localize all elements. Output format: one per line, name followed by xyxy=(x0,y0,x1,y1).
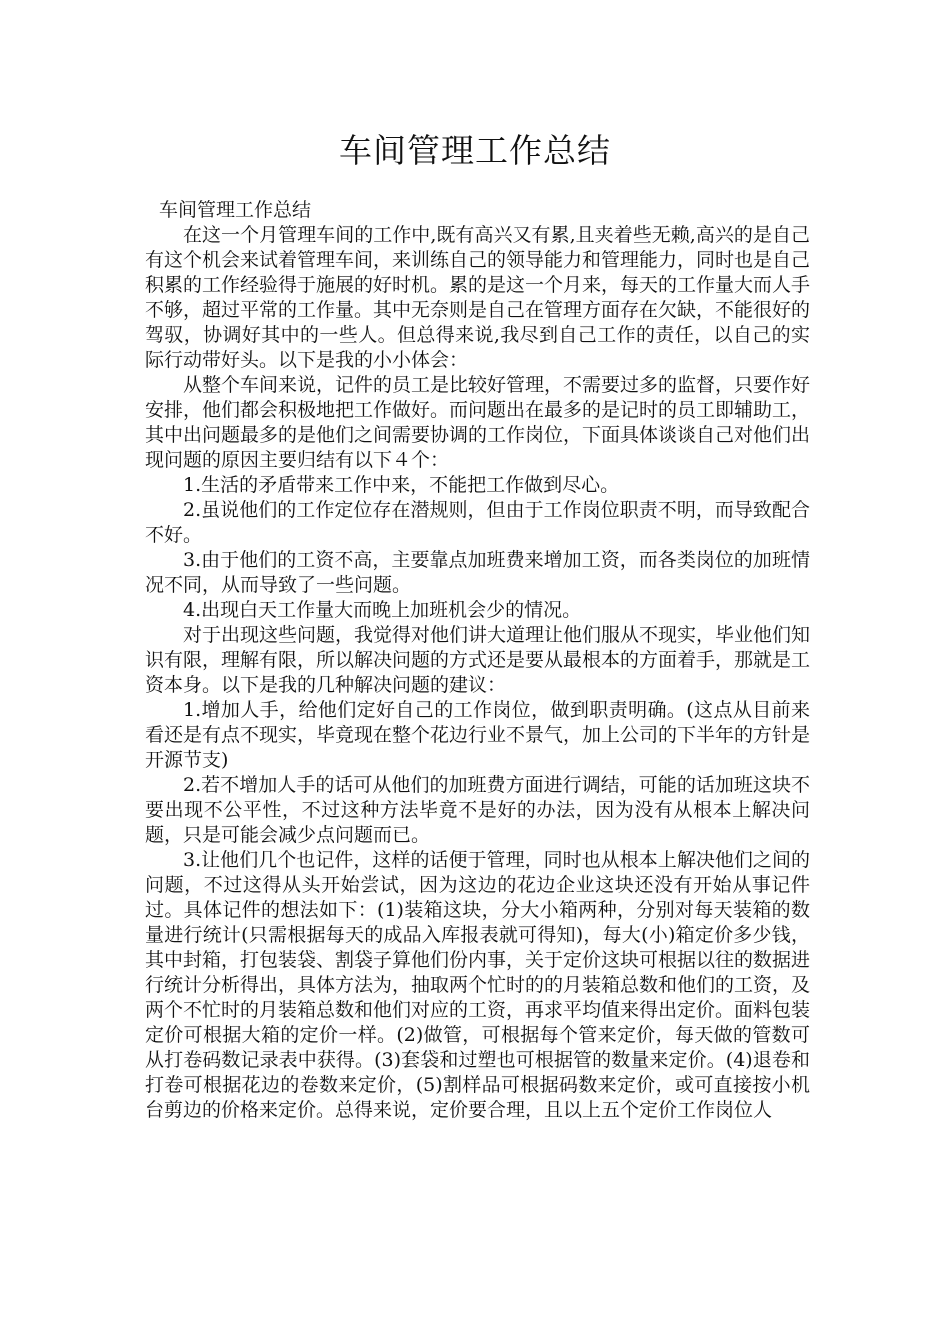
paragraph-suggestions-intro: 对于出现这些问题，我觉得对他们讲大道理让他们服从不现实，毕业他们知识有限，理解有限，所以解决问题的方式还是要从最根本的方面着手，那就是工资本身。以下是我的几种解决问题的建议： xyxy=(145,624,811,696)
paragraph-reason-1: 1.生活的矛盾带来工作中来，不能把工作做到尽心。 xyxy=(183,474,620,496)
document-title: 车间管理工作总结 xyxy=(339,131,611,170)
paragraph-workshop-analysis: 从整个车间来说，记件的员工是比较好管理，不需要过多的监督，只要作好安排，他们都会积极地把工作做好。而问题出在最多的是记时的员工即辅助工，其中出问题最多的是他们之间需要协调的工作岗位，下面具体谈谈自己对他们出现问题的原因主要归结有以下４个： xyxy=(145,374,811,471)
paragraph-reason-4: 4.出现白天工作量大而晚上加班机会少的情况。 xyxy=(183,599,582,621)
paragraph-reason-2: 2.虽说他们的工作定位存在潜规则，但由于工作岗位职责不明，而导致配合不好。 xyxy=(145,499,810,546)
paragraph-suggestion-1: 1.增加人手，给他们定好自己的工作岗位，做到职责明确。(这点从目前来看还是有点不现实，毕竟现在整个花边行业不景气，加上公司的下半年的方针是开源节支) xyxy=(145,699,811,771)
document-subtitle: 车间管理工作总结 xyxy=(159,199,312,221)
paragraph-suggestion-3: 3.让他们几个也记件，这样的话便于管理，同时也从根本上解决他们之间的问题，不过这得从头开始尝试，因为这边的花边企业这块还没有开始从事记件过。具体记件的想法如下：(1)装箱这块，分大小箱两种，分别对每天装箱的数量进行统计(只需根据每天的成品入库报表就可得知)，每大(小)箱定价多少钱，其中封箱，打包装袋、割袋子算他们份内事，关于定价这块可根据以往的数据进行统计分析得出，具体方法为，抽取两个忙时的的月装箱总数和他们的工资，及两个不忙时的月装箱总数和他们对应的工资，再求平均值来得出定价。面料包装定价可根据大箱的定价一样。(2)做管，可根据每个管来定价，每天做的管数可从打卷码数记录表中获得。(3)套袋和过塑也可根据管的数量来定价。(4)退卷和打卷可根据花边的卷数来定价，(5)割样品可根据码数来定价，或可直接按小机台剪边的价格来定价。总得来说，定价要合理，且以上五个定价工作岗位人 xyxy=(145,849,811,1121)
document-body xyxy=(145,198,810,1123)
paragraph-reason-3: 3.由于他们的工资不高，主要靠点加班费来增加工资，而各类岗位的加班情况不同，从而导致了一些问题。 xyxy=(145,549,810,596)
paragraph-intro: 在这一个月管理车间的工作中,既有高兴又有累,且夹着些无赖,高兴的是自己有这个机会来试着管理车间，来训练自己的领导能力和管理能力，同时也是自己积累的工作经验得于施展的好时机。累的是这一个月来，每天的工作量大而人手不够，超过平常的工作量。其中无奈则是自己在管理方面存在欠缺，不能很好的驾驭，协调好其中的一些人。但总得来说,我尽到自己工作的责任，以自己的实际行动带好头。以下是我的小小体会： xyxy=(145,224,811,371)
paragraph-suggestion-2: 2.若不增加人手的话可从他们的加班费方面进行调结，可能的话加班这块不要出现不公平性，不过这种方法毕竟不是好的办法，因为没有从根本上解决问题，只是可能会减少点问题而已。 xyxy=(145,774,810,846)
